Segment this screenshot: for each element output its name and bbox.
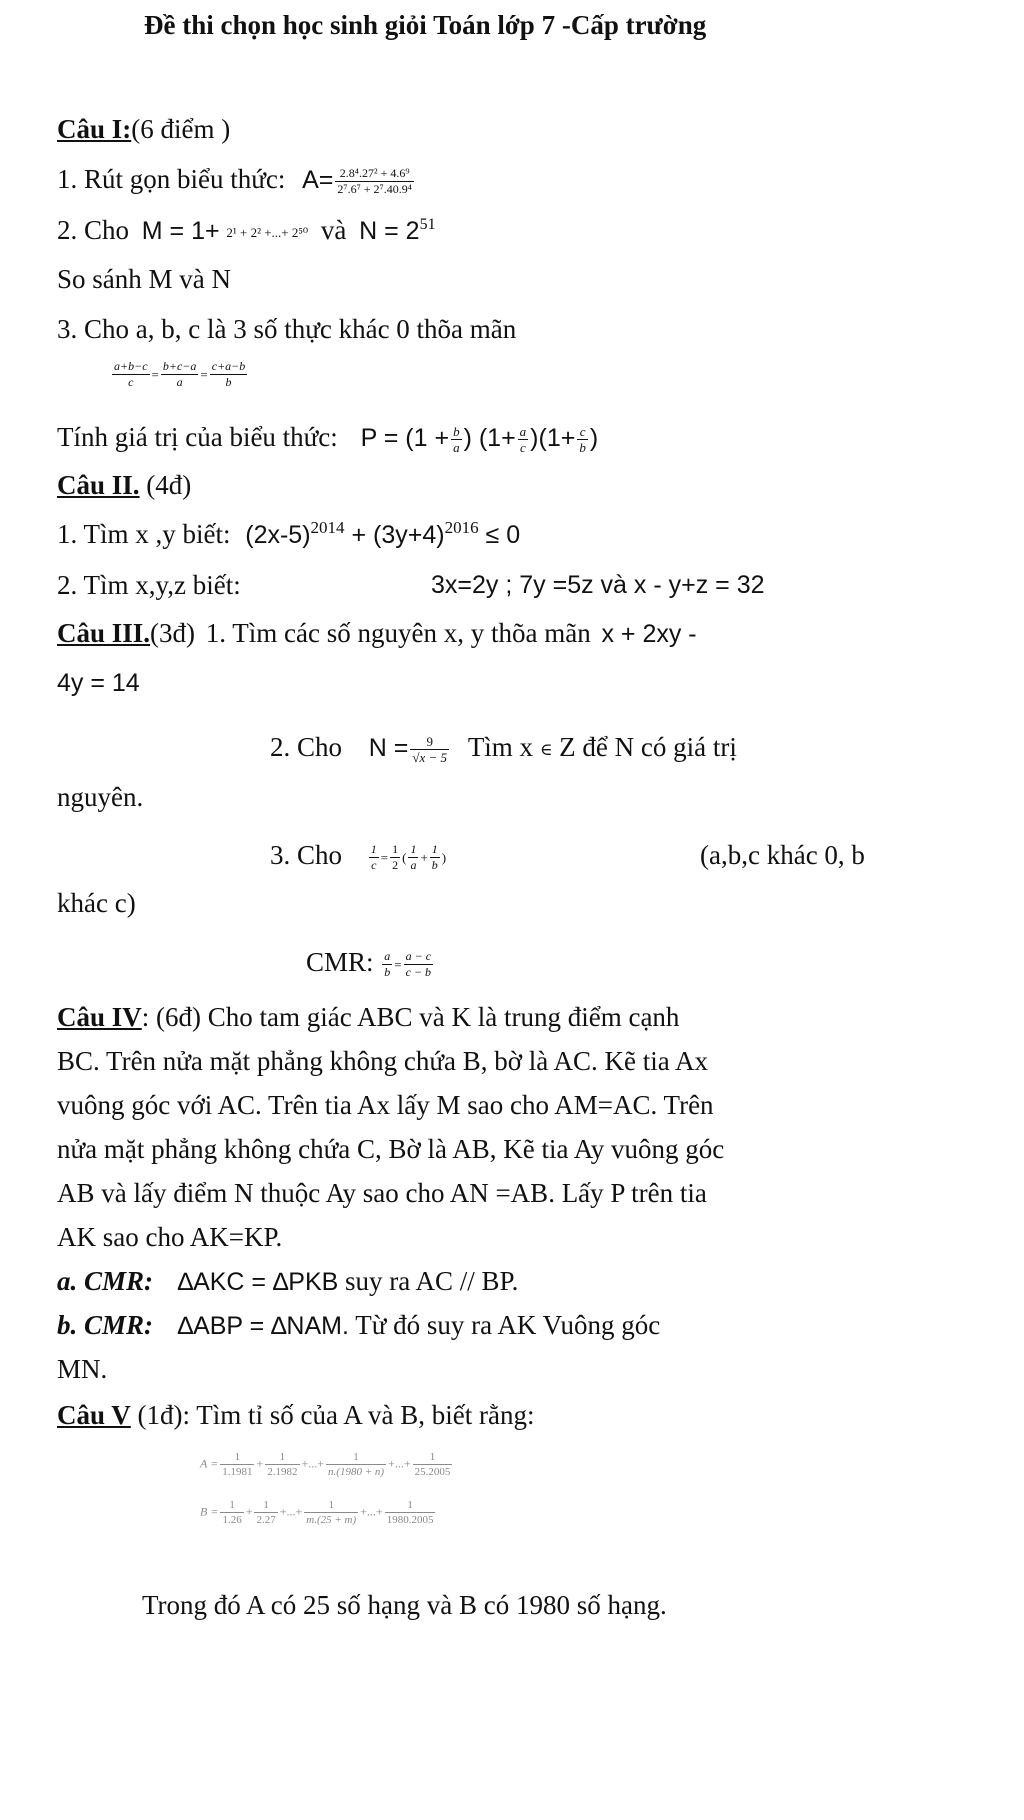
q5-B-start: B = bbox=[200, 1504, 219, 1519]
q1-P-frac-3-num: c bbox=[579, 424, 586, 440]
q5-B-term-3-num: 1 bbox=[304, 1498, 358, 1513]
q4-a-expr: ∆AKC = ∆PKB bbox=[177, 1268, 339, 1296]
q3-i3-frac-half-num: 1 bbox=[392, 842, 399, 857]
q1-item1-den: 2⁷.6⁷ + 2⁷.40.9⁴ bbox=[337, 182, 412, 197]
q1-ratio-eq-2: = bbox=[200, 366, 208, 382]
q4-a bbox=[57, 1264, 518, 1299]
q4-b-rest: Từ đó suy ra AK Vuông góc bbox=[348, 1310, 661, 1340]
q5-A-term-1-den: 1.1981 bbox=[222, 1466, 253, 1478]
q3-i3-frac-b bbox=[430, 842, 440, 873]
q3-item2-den: √x − 5 bbox=[412, 750, 448, 766]
q3-cmr-eq: = bbox=[394, 956, 402, 972]
q5-A-plus: + bbox=[256, 1456, 264, 1471]
q4-a-rest: suy ra AC // BP. bbox=[338, 1266, 519, 1296]
q2-points: (4đ) bbox=[146, 470, 192, 500]
q1-item1 bbox=[57, 162, 416, 197]
q5-B-term-4-den: 1980.2005 bbox=[386, 1514, 434, 1526]
q1-P-mid1: ) (1+ bbox=[463, 424, 516, 452]
q1-ratio-2 bbox=[161, 359, 199, 390]
q3-cmr-left-num: a bbox=[384, 949, 391, 964]
q4-b-expr: ∆ABP = ∆NAM. bbox=[177, 1312, 349, 1340]
q3-item2-pre: 2. Cho bbox=[270, 732, 343, 762]
q1-ratios bbox=[110, 355, 249, 392]
q4-line-2: vuông góc với AC. Trên tia Ax lấy M sao cho AM=AC. Trên bbox=[57, 1090, 714, 1120]
q2-item1-exp-b: 2016 bbox=[444, 518, 479, 537]
q1-item1-text: 1. Rút gọn biểu thức: bbox=[57, 164, 286, 194]
q1-item2-and: và bbox=[320, 215, 347, 245]
q5-B-dots-2: +...+ bbox=[360, 1504, 383, 1519]
q5-B-formula bbox=[200, 1498, 437, 1527]
q1-compare: So sánh M và N bbox=[57, 264, 231, 294]
q1-points: (6 điểm ) bbox=[131, 114, 231, 144]
q4-b-label: b. CMR: bbox=[57, 1310, 154, 1340]
q3-i3-eq: = bbox=[380, 849, 389, 865]
q1-P-frac-2-den: c bbox=[518, 439, 529, 455]
q5-points: (1đ): Tìm tỉ số của A và B, biết rằng: bbox=[130, 1400, 535, 1430]
q3-i3-frac-b-den: b bbox=[431, 858, 438, 873]
q1-P-frac-3-den: b bbox=[579, 440, 586, 456]
q5-A-term-3-den: n.(1980 + n) bbox=[328, 1466, 385, 1478]
q3-cmr-label: CMR: bbox=[306, 947, 374, 977]
q1-item2-exp: 51 bbox=[419, 216, 436, 233]
q5-A-term-4-num: 1 bbox=[413, 1450, 453, 1465]
q5-A-start: A = bbox=[200, 1456, 219, 1471]
q4-a-label: a. CMR: bbox=[57, 1266, 154, 1296]
q5-A-formula bbox=[200, 1450, 454, 1479]
q3-item3-cond-cont: khác c) bbox=[57, 888, 136, 918]
q5-A-term-2-den: 2.1982 bbox=[267, 1466, 298, 1478]
q3-item2-in: ∈ bbox=[539, 739, 553, 759]
q2-item1-rel: ≤ 0 bbox=[478, 521, 521, 549]
q1-compute-text: Tính giá trị của biểu thức: bbox=[57, 422, 338, 452]
q5-A-dots-2: +...+ bbox=[388, 1456, 411, 1471]
q3-i3-frac-c-num: 1 bbox=[370, 842, 377, 857]
q3-item3 bbox=[270, 838, 446, 875]
q2-heading bbox=[57, 468, 191, 502]
q1-item1-A: A= bbox=[302, 166, 334, 194]
q3-i3-frac-a bbox=[408, 842, 418, 873]
q3-i3-frac-b-num: 1 bbox=[431, 842, 438, 857]
q2-item1-expr-b: + (3y+4) bbox=[344, 521, 445, 549]
q4-label: Câu IV bbox=[57, 1002, 142, 1032]
q5-A-term-1-num: 1 bbox=[220, 1450, 254, 1465]
q1-P-frac-1 bbox=[451, 424, 462, 455]
q1-P-mid2: )(1+ bbox=[530, 424, 576, 452]
q5-B-term-1 bbox=[220, 1498, 243, 1527]
q1-item2 bbox=[57, 213, 436, 250]
q2-item1-text: 1. Tìm x ,y biết: bbox=[57, 519, 231, 549]
q3-i3-frac-a-den: a bbox=[410, 858, 417, 873]
q3-item2-N: N = bbox=[368, 734, 409, 762]
q2-item1-exp-a: 2014 bbox=[310, 518, 345, 537]
q5-B-term-3-den: m.(25 + m) bbox=[306, 1514, 357, 1526]
q4-line-3: nửa mặt phẳng không chứa C, Bờ là AB, Kẽ tia Ay vuông góc bbox=[57, 1134, 725, 1164]
q5-label: Câu V bbox=[57, 1400, 131, 1430]
q4-line-1: BC. Trên nửa mặt phẳng không chứa B, bờ là AC. Kẽ tia Ax bbox=[57, 1046, 709, 1076]
q1-heading bbox=[57, 112, 230, 146]
q5-A-dots-1: +...+ bbox=[301, 1456, 325, 1471]
q1-compute bbox=[57, 420, 598, 455]
q3-item2-cont: nguyên. bbox=[57, 782, 144, 812]
q5-B-term-1-num: 1 bbox=[220, 1498, 243, 1513]
q5-B-term-2 bbox=[254, 1498, 277, 1527]
q3-label: Câu III. bbox=[57, 618, 151, 648]
q1-item2-N: N = 2 bbox=[359, 217, 420, 245]
q4-line-4: AB và lấy điểm N thuộc Ay sao cho AN =AB. Lấy P trên tia bbox=[57, 1178, 707, 1208]
q4-b-cont: MN. bbox=[57, 1354, 108, 1384]
q1-P-frac-2 bbox=[518, 424, 529, 455]
q3-item1-text: 1. Tìm các số nguyên x, y thõa mãn bbox=[205, 618, 591, 648]
q2-item2-expr: 3x=2y ; 7y =5z và x - y+z = 32 bbox=[431, 571, 765, 599]
q1-P-frac-1-num: b bbox=[453, 424, 460, 440]
q3-i3-frac-half bbox=[390, 842, 400, 873]
q1-item2-sum: 2¹ + 2² +...+ 2⁵⁰ bbox=[226, 224, 309, 240]
q5-B-plus: + bbox=[245, 1504, 253, 1519]
q5-A-term-2 bbox=[265, 1450, 299, 1479]
q5-A-term-4-den: 25.2005 bbox=[414, 1466, 451, 1478]
q1-ratio-1-num: a+b−c bbox=[114, 359, 148, 374]
q3-i3-close: ) bbox=[441, 849, 447, 865]
q1-ratio-eq-1: = bbox=[151, 366, 159, 382]
q5-B-term-3 bbox=[304, 1498, 358, 1527]
q2-item1-expr-a: (2x-5) bbox=[245, 521, 311, 549]
q3-item1-expr-b: 4y = 14 bbox=[57, 669, 140, 697]
q5-A-term-1 bbox=[220, 1450, 254, 1479]
q1-item3: 3. Cho a, b, c là 3 số thực khác 0 thõa mãn bbox=[57, 314, 517, 344]
q3-item2-rest: Z để N có giá trị bbox=[559, 732, 737, 762]
q2-item2-text: 2. Tìm x,y,z biết: bbox=[57, 570, 241, 600]
q1-ratio-2-den: a bbox=[176, 375, 183, 390]
q1-P-start: P = (1 + bbox=[360, 424, 450, 452]
q4-heading bbox=[57, 1000, 679, 1034]
q5-B-term-2-den: 2.27 bbox=[256, 1514, 276, 1526]
q3-cmr-left bbox=[382, 949, 392, 980]
q1-item2-M: M = 1+ bbox=[141, 217, 220, 245]
q4-points: : (6đ) Cho tam giác ABC và K là trung điểm cạnh bbox=[141, 1002, 680, 1032]
q1-P-frac-1-den: a bbox=[453, 440, 460, 456]
q2-label: Câu II. bbox=[57, 470, 140, 500]
q3-i3-frac-half-den: 2 bbox=[392, 858, 399, 873]
q3-item2-num: 9 bbox=[410, 734, 449, 750]
q5-B-term-4-num: 1 bbox=[385, 1498, 436, 1513]
q3-points: (3đ) bbox=[150, 618, 196, 648]
q1-ratio-1 bbox=[112, 359, 150, 390]
q4-line-5: AK sao cho AK=KP. bbox=[57, 1222, 283, 1252]
q3-cmr-left-den: b bbox=[384, 965, 391, 980]
q5-note: Trong đó A có 25 số hạng và B có 1980 số hạng. bbox=[142, 1590, 667, 1620]
q5-B-dots-1: +...+ bbox=[279, 1504, 303, 1519]
q1-item2-pre: 2. Cho bbox=[57, 215, 130, 245]
q5-heading bbox=[57, 1398, 534, 1432]
q3-cmr-right-num: a − c bbox=[405, 949, 432, 964]
q1-ratio-2-num: b+c−a bbox=[162, 359, 197, 374]
q1-ratio-1-den: c bbox=[128, 375, 134, 390]
q3-item2-find: Tìm x bbox=[467, 732, 534, 762]
q1-P-frac-2-num: a bbox=[519, 424, 527, 440]
q3-item3-pre: 3. Cho bbox=[270, 840, 343, 870]
q5-A-term-3 bbox=[326, 1450, 386, 1479]
q3-cmr-right-den: c − b bbox=[405, 965, 432, 980]
q2-item1 bbox=[57, 517, 520, 552]
q5-A-term-3-num: 1 bbox=[326, 1450, 386, 1465]
q1-label: Câu I: bbox=[57, 114, 132, 144]
q5-A-term-2-num: 1 bbox=[265, 1450, 299, 1465]
q1-ratio-3-den: b bbox=[225, 375, 232, 390]
q1-ratio-3-num: c+a−b bbox=[211, 359, 246, 374]
q1-item1-num: 2.8⁴.27² + 4.6⁹ bbox=[335, 166, 414, 182]
q3-i3-open: ( bbox=[402, 849, 407, 865]
q3-item1-expr-a: x + 2xy - bbox=[601, 620, 697, 648]
q3-item2-fraction bbox=[410, 734, 449, 765]
q5-A-term-4 bbox=[413, 1450, 453, 1479]
q3-item3-cond: (a,b,c khác 0, b bbox=[700, 840, 865, 870]
q3-heading bbox=[57, 616, 697, 651]
q5-B-term-1-den: 1.26 bbox=[222, 1514, 242, 1526]
q5-B-term-4 bbox=[385, 1498, 436, 1527]
q4-b bbox=[57, 1308, 660, 1343]
q5-B-term-2-num: 1 bbox=[254, 1498, 277, 1513]
q3-cmr-right bbox=[404, 949, 433, 980]
page-title: Đề thi chọn học sinh giỏi Toán lớp 7 -Cấp trường bbox=[144, 10, 707, 40]
q3-i3-frac-c-den: c bbox=[371, 858, 377, 873]
q1-P-frac-3 bbox=[577, 424, 588, 455]
q3-cmr bbox=[306, 945, 435, 982]
q3-i3-plus: + bbox=[420, 849, 428, 865]
q1-ratio-3 bbox=[210, 359, 248, 390]
q1-P-end: ) bbox=[589, 424, 599, 452]
q1-item1-fraction bbox=[335, 166, 414, 197]
q3-item2 bbox=[270, 730, 737, 767]
q3-i3-frac-a-num: 1 bbox=[410, 842, 417, 857]
q3-i3-frac-c bbox=[369, 842, 379, 873]
